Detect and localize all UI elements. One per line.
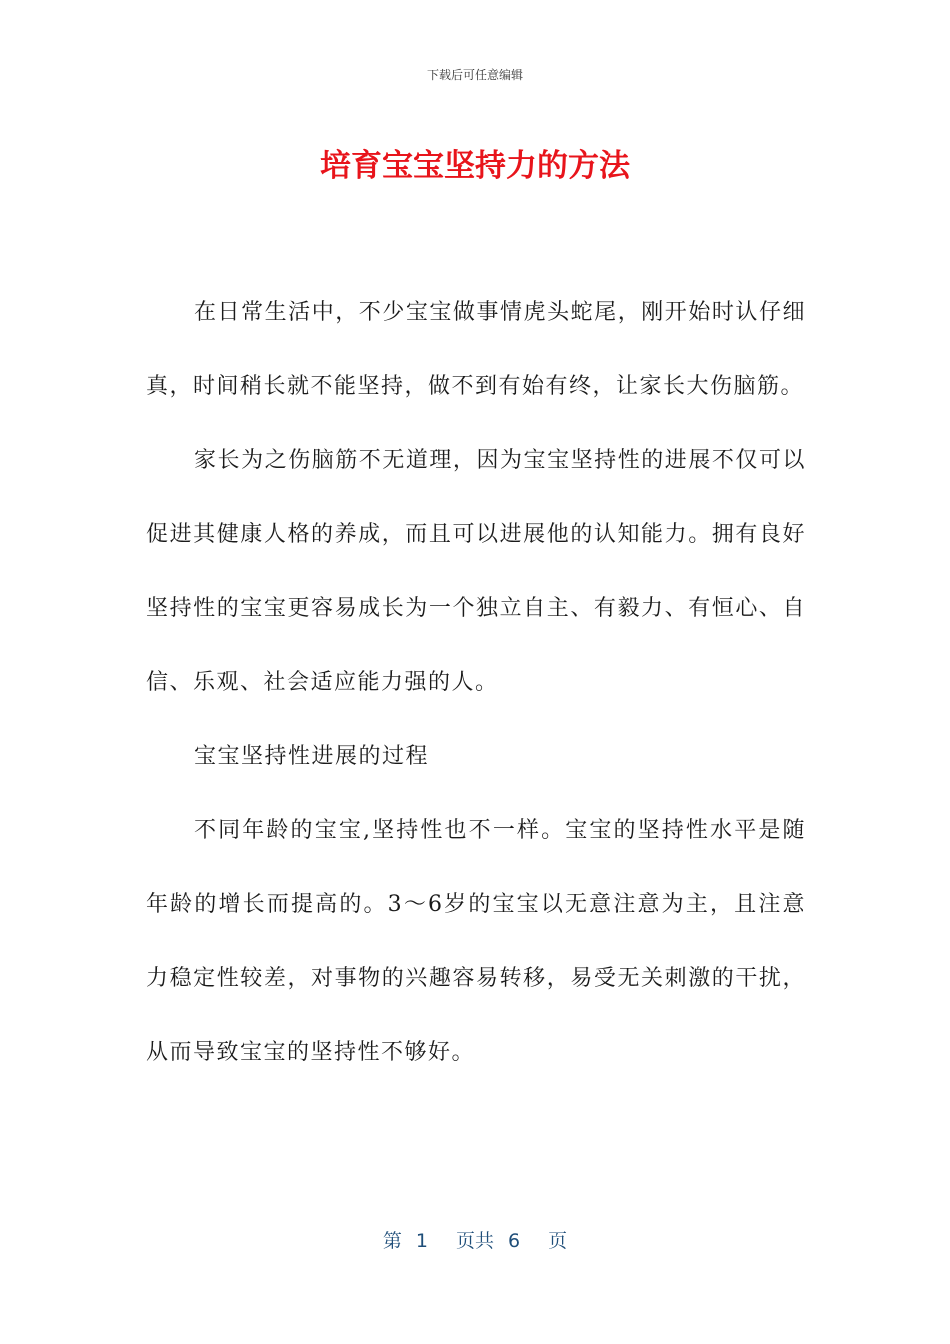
page-mid-label: 页共 xyxy=(455,1230,494,1252)
paragraph-2: 家长为之伤脑筋不无道理，因为宝宝坚持性的进展不仅可以促进其健康人格的养成，而且可以进展他的认知能力。拥有良好坚持性的宝宝更容易成长为一个独立自主、有毅力、有恒心、自信、乐观、社会适应能力强的人。 xyxy=(146,448,806,695)
page-suffix: 页 xyxy=(548,1230,568,1252)
paragraph-1: 在日常生活中，不少宝宝做事情虎头蛇尾，刚开始时认仔细真，时间稍长就不能坚持，做不到有始有终，让家长大伤脑筋。 xyxy=(146,300,806,399)
document-title: 培育宝宝坚持力的方法 xyxy=(320,148,630,184)
total-pages: 6 xyxy=(508,1230,521,1252)
page-number: 1 xyxy=(415,1230,428,1252)
paragraph-3: 不同年龄的宝宝,坚持性也不一样。宝宝的坚持性水平是随年龄的增长而提高的。3～6岁的宝宝以无意注意为主，且注意力稳定性较差，对事物的兴趣容易转移，易受无关刺激的干扰，从而导致宝宝的坚持性不够好。 xyxy=(146,818,806,1065)
header-note: 下载后可任意编辑 xyxy=(426,68,523,82)
page-footer xyxy=(0,1226,950,1253)
page-label: 第 xyxy=(382,1230,402,1252)
section-heading: 宝宝坚持性进展的过程 xyxy=(194,744,430,769)
document-body xyxy=(146,276,806,1090)
